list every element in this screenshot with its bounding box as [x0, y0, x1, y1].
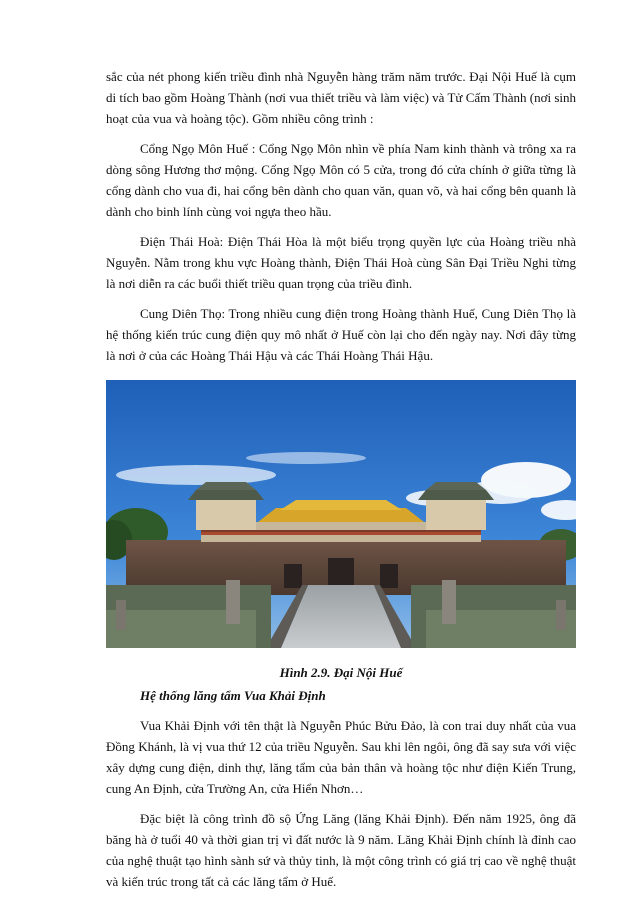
figure-photo-dai-noi-hue	[106, 380, 576, 648]
paragraph-dien-thai-hoa: Điện Thái Hoà: Điện Thái Hòa là một biểu trọng quyền lực của Hoàng triều nhà Nguyễn. Nằm trong khu vực Hoàng thành, Điện Thái Hoà cùng Sân Đại Triều Nghi từng là nơi diễn ra các buổi thiết triều quan trọng của triều đình.	[106, 234, 576, 291]
paragraph-dai-noi-intro: sắc của nét phong kiến triều đình nhà Nguyễn hàng trăm năm trước. Đại Nội Huế là cụm di tích bao gồm Hoàng Thành (nơi vua thiết triều và làm việc) và Tử Cấm Thành (nơi sinh hoạt của vua và hoàng tộc). Gồm nhiều công trình :	[106, 69, 576, 126]
figure-caption: Hình 2.9. Đại Nội Huế	[279, 665, 403, 680]
paragraph-ngo-mon: Cổng Ngọ Môn Huế : Cổng Ngọ Môn nhìn về phía Nam kinh thành và trông xa ra dòng sông Hương thơ mộng. Cổng Ngọ Môn có 5 cửa, trong đó cửa chính ở giữa từng là cổng dành cho vua đi, hai cổng bên dành cho quan văn, quan võ, và hai cổng bên quanh là dành cho binh lính cùng voi ngựa theo hầu.	[106, 141, 576, 219]
paragraph-cung-dien-tho: Cung Diên Thọ: Trong nhiều cung điện trong Hoàng thành Huế, Cung Diên Thọ là hệ thống kiến trúc cung điện quy mô nhất ở Huế còn lại cho đến ngày nay. Nơi đây từng là nơi ở của các Hoàng Thái Hậu và các Thái Hoàng Thái Hậu.	[106, 306, 576, 363]
document-page	[106, 66, 576, 892]
paragraph-ung-lang: Đặc biệt là công trình đồ sộ Ứng Lăng (lăng Khải Định). Đến năm 1925, ông đã băng hà ở tuổi 40 và thời gian trị vì đất nước là 9 năm. Lăng Khải Định chính là đỉnh cao của nghệ thuật tạo hình sành sứ và thủy tinh, là một công trình có giá trị cao về nghệ thuật và kiến trúc trong tất cả các lăng tẩm ở Huế.	[106, 811, 576, 889]
section-heading: Hệ thống lăng tẩm Vua Khải Định	[140, 688, 326, 703]
paragraph-vua-khai-dinh: Vua Khải Định với tên thật là Nguyễn Phúc Bửu Đảo, là con trai duy nhất của vua Đồng Khánh, là vị vua thứ 12 của triều Nguyễn. Sau khi lên ngôi, ông đã say sưa với việc xây dựng cung điện, dinh thự, lăng tẩm của bản thân và hoàng tộc như điện Kiến Trung, cung An Định, cửa Trường An, cửa Hiển Nhơn…	[106, 718, 576, 796]
